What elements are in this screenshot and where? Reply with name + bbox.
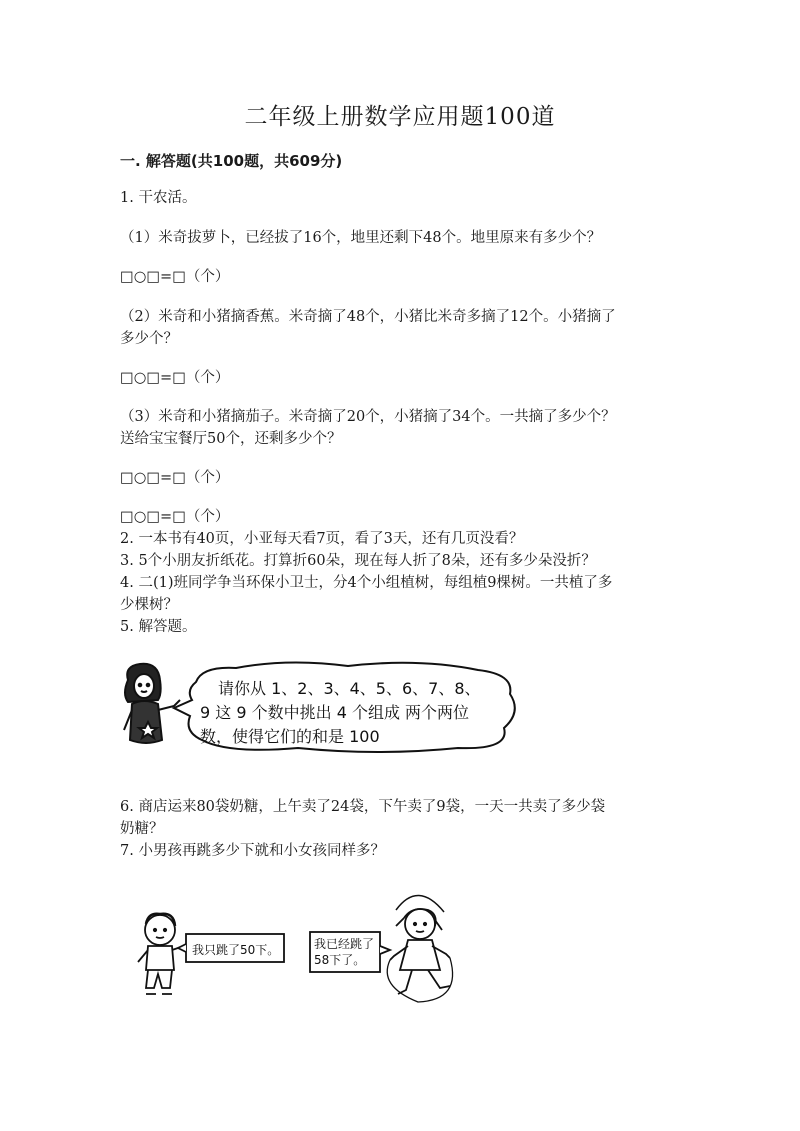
question-1-part-2-line-1: （2）米奇和小猪摘香蕉。米奇摘了48个，小猪比米奇多摘了12个。小猪摘了 bbox=[120, 309, 616, 325]
question-4-line-2: 少棵树？ bbox=[120, 597, 178, 613]
question-2: 2. 一本书有40页，小亚每天看7页，看了3天，还有几页没看？ bbox=[120, 531, 524, 547]
girl-speech-text-line-1: 我已经跳了 bbox=[314, 937, 375, 951]
question-1-heading: 1. 干农活。 bbox=[120, 190, 197, 206]
answer-blank-1: □○□=□（个） bbox=[120, 269, 230, 285]
question-1-part-2-line-2: 多少个？ bbox=[120, 331, 178, 347]
children-jump-rope-illustration bbox=[128, 890, 488, 1010]
question-3: 3. 5个小朋友折纸花。打算折60朵，现在每人折了8朵，还有多少朵没折？ bbox=[120, 553, 596, 569]
question-6-line-1: 6. 商店运来80袋奶糖，上午卖了24袋，下午卖了9袋，一天一共卖了多少袋 bbox=[120, 799, 606, 815]
question-7-illustration bbox=[128, 890, 488, 1010]
question-7: 7. 小男孩再跳多少下就和小女孩同样多？ bbox=[120, 843, 385, 859]
question-5: 5. 解答题。 bbox=[120, 619, 197, 635]
bubble-text-line-1: 请你从 1、2、3、4、5、6、7、8、 bbox=[218, 679, 481, 698]
boy-speech-text: 我只跳了50下。 bbox=[192, 943, 280, 957]
question-6-line-2: 奶糖？ bbox=[120, 821, 164, 837]
question-4-line-1: 4. 二(1)班同学争当环保小卫士，分4个小组植树，每组植9棵树。一共植了多 bbox=[120, 575, 613, 591]
girl-speech-text-line-2: 58下了。 bbox=[314, 953, 366, 967]
question-1-part-1: （1）米奇拔萝卜，已经拔了16个，地里还剩下48个。地里原来有多少个？ bbox=[120, 230, 602, 246]
page-title: 二年级上册数学应用题100道 bbox=[244, 104, 556, 130]
section-heading: 一. 解答题(共100题，共609分) bbox=[120, 152, 343, 170]
question-5-illustration bbox=[118, 660, 538, 760]
answer-blank-4: □○□=□（个） bbox=[120, 509, 230, 525]
question-1-part-3-line-2: 送给宝宝餐厅50个，还剩多少个？ bbox=[120, 431, 342, 447]
bubble-text-line-2: 9 这 9 个数中挑出 4 个组成 两个两位 bbox=[200, 703, 470, 722]
answer-blank-3: □○□=□（个） bbox=[120, 470, 230, 486]
bubble-text-line-3: 数，使得它们的和是 100 bbox=[200, 727, 380, 746]
question-1-part-3-line-1: （3）米奇和小猪摘茄子。米奇摘了20个，小猪摘了34个。一共摘了多少个？ bbox=[120, 409, 616, 425]
answer-blank-2: □○□=□（个） bbox=[120, 370, 230, 386]
